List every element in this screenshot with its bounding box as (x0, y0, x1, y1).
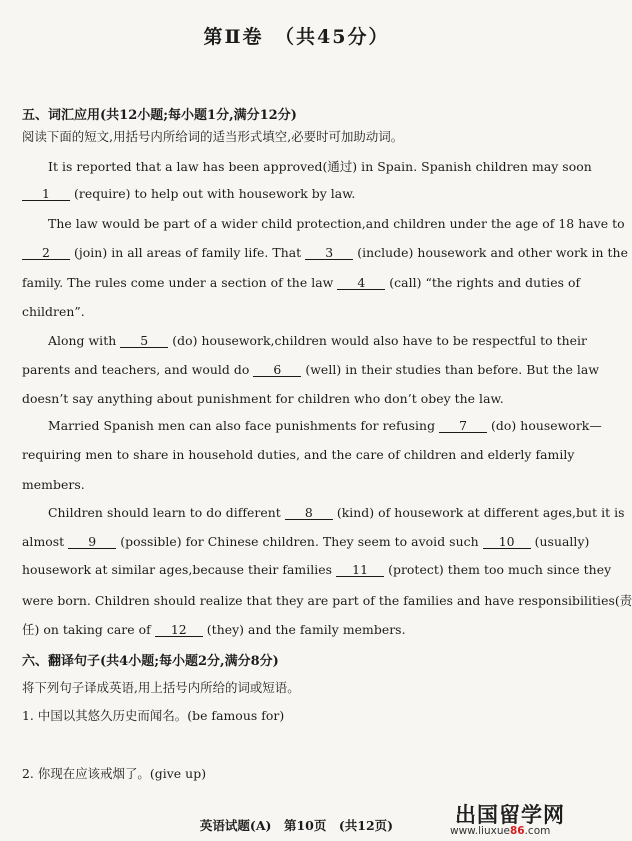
passage-line: Children should learn to do different 8 (kind) of housework at different ages,but it is (48, 505, 625, 520)
passage-line: members. (22, 477, 85, 492)
watermark-url: www.liuxue86.com (450, 825, 551, 837)
blank-2[interactable]: 2 (22, 246, 70, 260)
blank-3[interactable]: 3 (305, 246, 353, 260)
passage-line: 任) on taking care of 12 (they) and the family members. (22, 622, 406, 637)
translation-question-2: 2. 你现在应该戒烟了。(give up) (22, 766, 207, 781)
translation-question-1: 1. 中国以其悠久历史而闻名。(be famous for) (22, 708, 285, 723)
passage-line: parents and teachers, and would do 6 (well) in their studies than before. But the law (22, 362, 600, 377)
watermark-site-name: 出国留学网 (455, 803, 565, 827)
passage-line: 1 (require) to help out with housework by law. (22, 186, 355, 201)
blank-12[interactable]: 12 (155, 623, 203, 637)
passage-line: housework at similar ages,because their families 11 (protect) them too much since they (22, 562, 612, 577)
blank-7[interactable]: 7 (439, 419, 487, 433)
blank-11[interactable]: 11 (336, 563, 384, 577)
passage-line: The law would be part of a wider child protection,and children under the age of 18 have to (48, 216, 625, 231)
blank-9[interactable]: 9 (68, 535, 116, 549)
passage-line: It is reported that a law has been approved(通过) in Spain. Spanish children may soon (48, 159, 592, 174)
blank-8[interactable]: 8 (285, 506, 333, 520)
passage-line: doesn’t say anything about punishment for children who don’t obey the law. (22, 391, 504, 406)
passage-line: almost 9 (possible) for Chinese children. They seem to avoid such 10 (usually) (22, 534, 590, 549)
blank-4[interactable]: 4 (337, 276, 385, 290)
section6-heading: 六、翻译句子(共4小题;每小题2分,满分8分) (22, 654, 279, 669)
passage-line: children”. (22, 304, 85, 319)
page-footer: 英语试题(A) 第10页 (共12页) (199, 818, 394, 833)
blank-5[interactable]: 5 (120, 334, 168, 348)
page-title: 第Ⅱ卷 （共45分） (203, 26, 390, 48)
blank-6[interactable]: 6 (253, 363, 301, 377)
passage-line: were born. Children should realize that they are part of the families and have responsibilities(责 (22, 593, 632, 608)
blank-10[interactable]: 10 (483, 535, 531, 549)
passage-line: family. The rules come under a section of the law 4 (call) “the rights and duties of (22, 275, 581, 290)
blank-1[interactable]: 1 (22, 187, 70, 201)
passage-line: requiring men to share in household duties, and the care of children and elderly family (22, 447, 575, 462)
passage-line: Married Spanish men can also face punishments for refusing 7 (do) housework— (48, 418, 602, 433)
section5-heading: 五、词汇应用(共12小题;每小题1分,满分12分) (22, 108, 297, 123)
section6-instruction: 将下列句子译成英语,用上括号内所给的词或短语。 (22, 680, 300, 695)
passage-line: 2 (join) in all areas of family life. That 3 (include) housework and other work in the (22, 245, 628, 260)
passage-line: Along with 5 (do) housework,children would also have to be respectful to their (48, 333, 588, 348)
section5-instruction: 阅读下面的短文,用括号内所给词的适当形式填空,必要时可加助动词。 (22, 129, 404, 144)
